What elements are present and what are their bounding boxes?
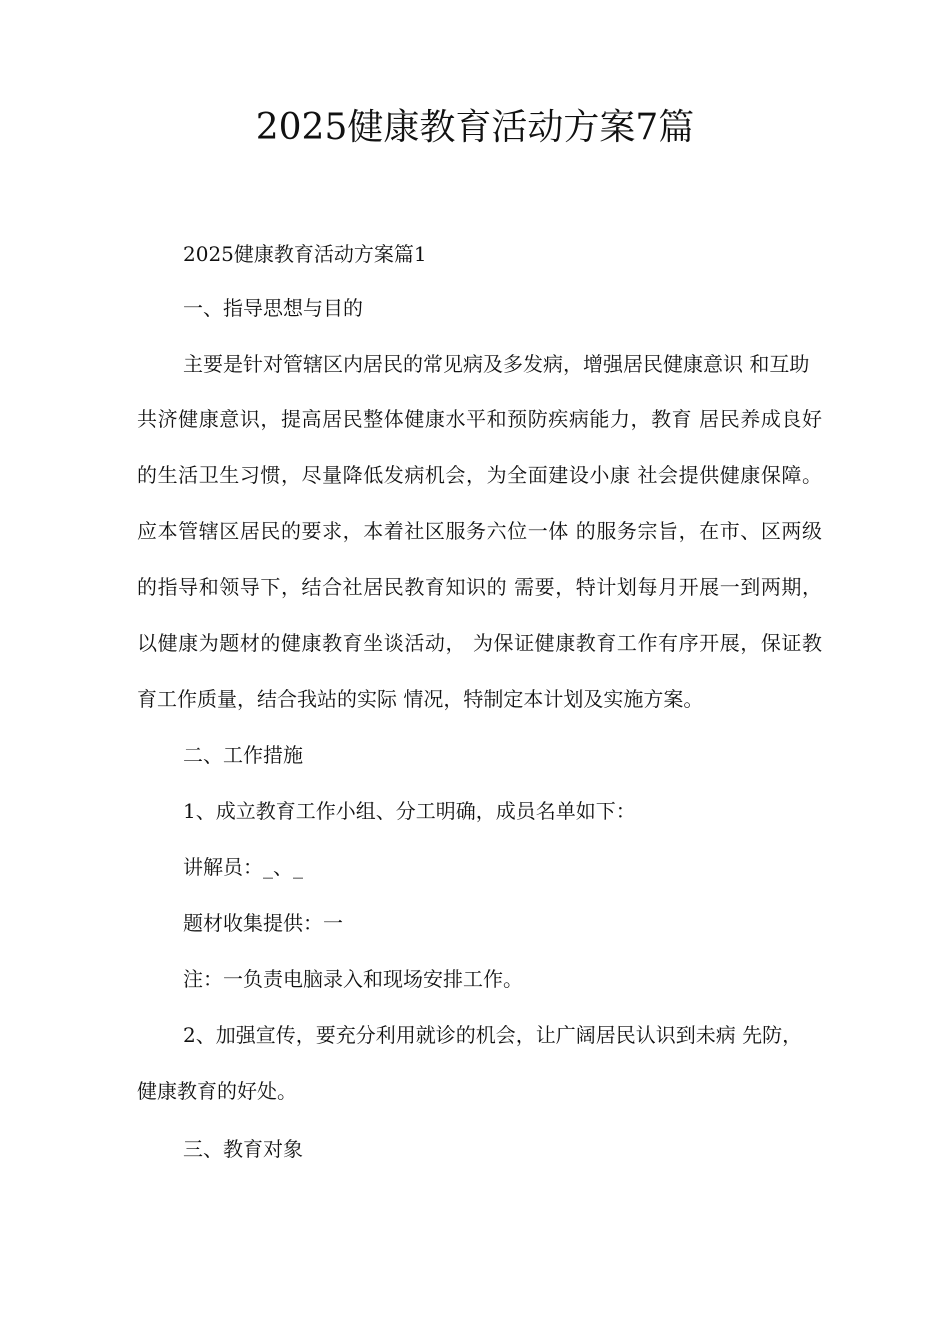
paragraph-line: 以健康为题材的健康教育坐谈活动， 为保证健康教育工作有序开展，保证教 (137, 631, 822, 655)
paragraph-line: 的生活卫生习惯，尽量降低发病机会，为全面建设小康 社会提供健康保障。 (137, 463, 822, 487)
list-item: 1、成立教育工作小组、分工明确，成员名单如下： (183, 799, 636, 823)
section-heading: 2025健康教育活动方案篇1 (183, 242, 427, 266)
note-line: 注：一负责电脑录入和现场安排工作。 (183, 967, 523, 991)
paragraph-line: 的指导和领导下，结合社居民教育知识的 需要，特计划每月开展一到两期， (137, 575, 822, 599)
paragraph-line: 育工作质量，结合我站的实际 情况，特制定本计划及实施方案。 (137, 687, 704, 711)
paragraph-line: 健康教育的好处。 (137, 1079, 297, 1103)
heading-work-measures: 二、工作措施 (183, 743, 303, 767)
document-title: 2025健康教育活动方案7篇 (255, 107, 695, 148)
heading-education-target: 三、教育对象 (183, 1137, 303, 1161)
paragraph-line: 共济健康意识，提高居民整体健康水平和预防疾病能力，教育 居民养成良好 (137, 407, 822, 431)
paragraph-line: 应本管辖区居民的要求，本着社区服务六位一体 的服务宗旨，在市、区两级 (137, 519, 822, 543)
heading-guiding-ideology: 一、指导思想与目的 (183, 296, 363, 320)
material-provider-line: 题材收集提供：一 (183, 911, 343, 935)
paragraph-line: 主要是针对管辖区内居民的常见病及多发病，增强居民健康意识 和互助 (183, 352, 810, 376)
lecturer-line: 讲解员：_、_ (183, 855, 303, 879)
list-item: 2、加强宣传，要充分利用就诊的机会，让广阔居民认识到未病 先防， (183, 1023, 803, 1047)
